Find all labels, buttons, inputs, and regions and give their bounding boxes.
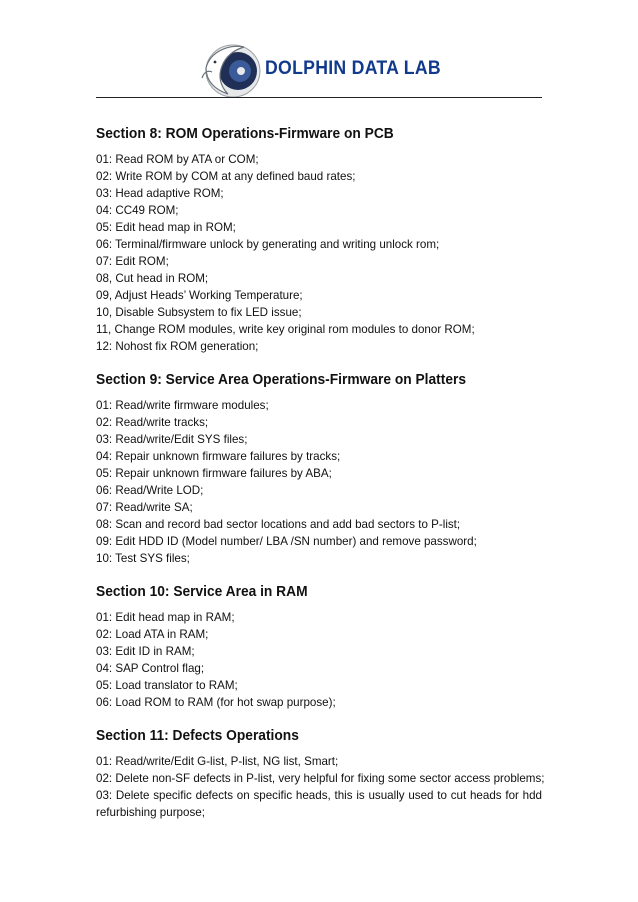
list-item: 01: Read/write/Edit G-list, P-list, NG list, Smart; [96, 755, 339, 768]
list-item: 02: Read/write tracks; [96, 416, 209, 429]
section-8 [96, 126, 542, 355]
list-item: 07: Edit ROM; [96, 255, 169, 268]
list-item: 09: Edit HDD ID (Model number/ LBA /SN number) and remove password; [96, 535, 477, 548]
list-item: 04: SAP Control flag; [96, 662, 205, 675]
list-item: 01: Read ROM by ATA or COM; [96, 153, 259, 166]
list-item: 06: Load ROM to RAM (for hot swap purpose); [96, 696, 336, 709]
section-10 [96, 584, 542, 711]
list-item: 06: Read/Write LOD; [96, 484, 204, 497]
list-item: 10, Disable Subsystem to fix LED issue; [96, 306, 302, 319]
section-heading: Section 9: Service Area Operations-Firmware on Platters [96, 372, 467, 388]
list-item: 04: CC49 ROM; [96, 204, 179, 217]
list-item: 07: Read/write SA; [96, 501, 193, 514]
list-item: 03: Read/write/Edit SYS files; [96, 433, 248, 446]
section-heading: Section 8: ROM Operations-Firmware on PCB [96, 126, 394, 142]
list-item: 03: Delete specific defects on specific heads, this is usually used to cut heads for hdd refurbishing purpose; [96, 789, 542, 819]
section-heading: Section 11: Defects Operations [96, 728, 299, 744]
dolphin-disc-icon [198, 38, 264, 100]
list-item: 10: Test SYS files; [96, 552, 190, 565]
list-item: 11, Change ROM modules, write key original rom modules to donor ROM; [96, 323, 475, 336]
list-item: 05: Load translator to RAM; [96, 679, 238, 692]
list-item: 01: Read/write firmware modules; [96, 399, 269, 412]
page-header [0, 0, 638, 100]
list-item: 01: Edit head map in RAM; [96, 611, 235, 624]
list-item: 03: Edit ID in RAM; [96, 645, 195, 658]
brand-name: DOLPHIN DATA LAB [265, 58, 441, 79]
list-item: 05: Edit head map in ROM; [96, 221, 236, 234]
list-item: 04: Repair unknown firmware failures by tracks; [96, 450, 341, 463]
list-item: 12: Nohost fix ROM generation; [96, 340, 259, 353]
list-item: 09, Adjust Heads’ Working Temperature; [96, 289, 303, 302]
header-divider [96, 97, 542, 98]
section-11 [96, 728, 545, 821]
document-body [96, 126, 545, 821]
list-item: 03: Head adaptive ROM; [96, 187, 224, 200]
list-item: 05: Repair unknown firmware failures by ABA; [96, 467, 332, 480]
list-item: 02: Delete non-SF defects in P-list, very helpful for fixing some sector access problems; [96, 772, 545, 785]
section-heading: Section 10: Service Area in RAM [96, 584, 308, 600]
section-9 [96, 372, 542, 567]
list-item: 02: Load ATA in RAM; [96, 628, 209, 641]
list-item: 08: Scan and record bad sector locations and add bad sectors to P-list; [96, 518, 461, 531]
list-item: 02: Write ROM by COM at any defined baud rates; [96, 170, 356, 183]
list-item: 06: Terminal/firmware unlock by generating and writing unlock rom; [96, 238, 440, 251]
list-item: 08, Cut head in ROM; [96, 272, 209, 285]
